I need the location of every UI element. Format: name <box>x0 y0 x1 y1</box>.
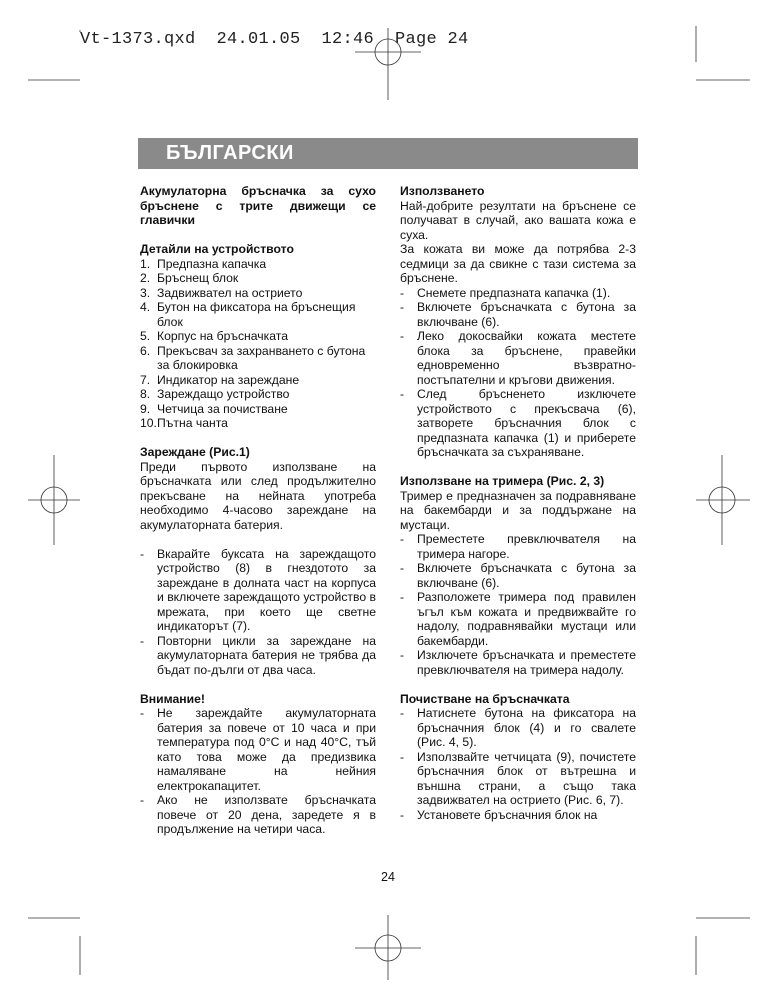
product-title: Акумулаторна бръсначка за сухо бръснене с трите движещи се главички <box>140 184 376 227</box>
warning-list <box>140 706 376 837</box>
list-item: - Включете бръсначката с бутона за включване (6). <box>400 300 636 329</box>
list-item: - Ако не използвате бръсначката повече от 20 дена, заредете я в продължение на четири часа. <box>140 793 376 836</box>
registration-mark-top <box>355 28 421 100</box>
usage-list <box>400 286 636 460</box>
file-slug: Vt-1373.qxd 24.01.05 12:46 Page 24 <box>80 30 469 49</box>
right-column <box>400 184 636 822</box>
usage-text-2: За кожата ви може да потрябва 2-3 седмици за да свикне с тази система за бръснене. <box>400 242 636 285</box>
list-item: - Изключете бръсначката и преместете превключвателя на тримера надолу. <box>400 648 636 677</box>
details-list <box>140 257 376 431</box>
charging-text: Преди първото използване на бръсначката или след продължително прекъсване на нейната употреба необходимо 4-часово зареждане на акумулаторната батерия. <box>140 459 376 532</box>
list-item: - Натиснете бутона на фиксатора на бръсначния блок (4) и го свалете (Рис. 4, 5). <box>400 706 636 749</box>
list-item: - Установете бръсначния блок на <box>400 807 598 822</box>
charging-list <box>140 547 376 678</box>
list-item: - Включете бръсначката с бутона за включване (6). <box>400 561 636 590</box>
list-item: - Не зареждайте акумулаторната батерия за повече от 10 часа и при температура под 0°C и над 40°C, тъй като това може да предизвика намаляване на нейния електрокапацитет. <box>140 706 376 793</box>
usage-text-1: Най-добрите резултати на бръснене се получават в случай, ако вашата кожа е суха. <box>400 198 636 242</box>
cleaning-heading: Почистване на бръсначката <box>400 691 570 706</box>
list-item: - Вкарайте буксата на зареждащото устройство (8) в гнездотото за зареждане в долната част на корпуса и включете зареждащото устройство в мрежата, при което ще светне индикаторът (7). <box>140 546 376 633</box>
list-item: - Снемете предпазната капачка (1). <box>400 285 611 300</box>
usage-heading: Използването <box>400 184 485 198</box>
list-item: 10. Пътна чанта <box>140 416 228 430</box>
trimmer-heading: Използване на тримера (Рис. 2, 3) <box>400 474 605 488</box>
list-item: 8. Зареждащо устройство <box>140 387 290 401</box>
charging-heading: Зареждане (Рис.1) <box>140 445 250 459</box>
list-item: 5. Корпус на бръсначката <box>140 329 288 343</box>
trimmer-text: Тример е предназначен за подравняване на бакембарди и за поддържане на мустаци. <box>400 488 636 532</box>
list-item: 1. Предпазна капачка <box>140 256 267 271</box>
language-banner <box>138 138 638 169</box>
trimmer-list <box>400 532 636 677</box>
list-item: 2. Бръснещ блок <box>140 271 239 285</box>
list-item: - Използвайте четчицата (9), почистете бръсначния блок от вътрешна и външна страни, а също така задвижвател на острието (Рис. 6, 7). <box>400 749 636 807</box>
list-item: 9. Четчица за почистване <box>140 401 288 416</box>
left-column <box>140 184 376 837</box>
list-item: 6. Прекъсвач за захранването с бутона за блокировка <box>140 343 366 372</box>
cleaning-list <box>400 706 636 822</box>
details-heading: Детайли на устройството <box>140 242 294 256</box>
list-item: - Преместете превключвателя на тримера нагоре. <box>400 532 636 561</box>
list-item: 7. Индикатор на зареждане <box>140 372 300 387</box>
list-item: - След бръсненето изключете устройството с прекъсвача (6), затворете бръсначния блок с предпазната капачка (1) и приберете бръсначката за съхраняване. <box>400 387 636 459</box>
language-title: БЪЛГАРСКИ <box>166 142 294 164</box>
list-item: - Повторни цикли за зареждане на акумулаторната батерия не трябва да бъдат по-дълги от два часа. <box>140 633 376 677</box>
list-item: - Леко докосвайки кожата местете блока за бръснене, правейки едновременно възвратно-постъпателни и кръгови движения. <box>400 329 636 387</box>
registration-mark-right <box>696 455 750 545</box>
registration-mark-bottom <box>355 915 421 980</box>
registration-mark-left <box>28 455 80 545</box>
page-number: 24 <box>381 870 395 884</box>
list-item: 3. Задвижвател на острието <box>140 285 303 300</box>
warning-heading: Внимание! <box>140 691 205 706</box>
list-item: 4. Бутон на фиксатора на бръснещия блок <box>140 300 356 329</box>
list-item: - Разположете тримера под правилен ъгъл към кожата и предвижвайте го надолу, подравнявайки мустаци или бакембарди. <box>400 590 636 648</box>
